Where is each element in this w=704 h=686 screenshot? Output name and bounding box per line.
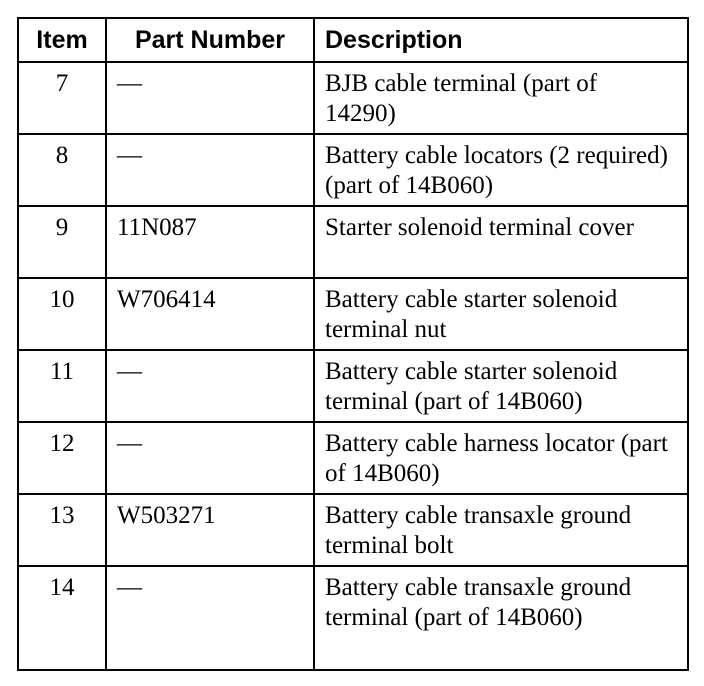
description-cell: Battery cable transaxle ground terminal (part of 14B060) bbox=[314, 566, 688, 670]
header-part-number: Part Number bbox=[106, 18, 314, 62]
table-row bbox=[18, 422, 688, 494]
header-row bbox=[18, 18, 688, 62]
table-row bbox=[18, 62, 688, 134]
description-cell: BJB cable terminal (part of 14290) bbox=[314, 62, 688, 134]
header-item: Item bbox=[18, 18, 106, 62]
item-cell: 7 bbox=[18, 62, 106, 134]
part-number-cell: 11N087 bbox=[106, 206, 314, 278]
part-number-cell: W706414 bbox=[106, 278, 314, 350]
part-number-cell: — bbox=[106, 566, 314, 670]
part-number-cell: — bbox=[106, 134, 314, 206]
part-number-cell: — bbox=[106, 62, 314, 134]
part-number-cell: — bbox=[106, 350, 314, 422]
table-row bbox=[18, 206, 688, 278]
item-cell: 14 bbox=[18, 566, 106, 670]
item-cell: 11 bbox=[18, 350, 106, 422]
table-row bbox=[18, 350, 688, 422]
description-cell: Battery cable transaxle ground terminal bolt bbox=[314, 494, 688, 566]
item-cell: 13 bbox=[18, 494, 106, 566]
description-cell: Starter solenoid terminal cover bbox=[314, 206, 688, 278]
description-cell: Battery cable harness locator (part of 14B060) bbox=[314, 422, 688, 494]
description-cell: Battery cable starter solenoid terminal (part of 14B060) bbox=[314, 350, 688, 422]
table-row bbox=[18, 494, 688, 566]
description-cell: Battery cable locators (2 required) (part of 14B060) bbox=[314, 134, 688, 206]
part-number-cell: W503271 bbox=[106, 494, 314, 566]
item-cell: 10 bbox=[18, 278, 106, 350]
description-cell: Battery cable starter solenoid terminal nut bbox=[314, 278, 688, 350]
part-number-cell: — bbox=[106, 422, 314, 494]
table-row bbox=[18, 278, 688, 350]
item-cell: 9 bbox=[18, 206, 106, 278]
table-row bbox=[18, 566, 688, 670]
item-cell: 12 bbox=[18, 422, 106, 494]
header-description: Description bbox=[314, 18, 688, 62]
table-row bbox=[18, 134, 688, 206]
item-cell: 8 bbox=[18, 134, 106, 206]
parts-table bbox=[17, 17, 689, 671]
